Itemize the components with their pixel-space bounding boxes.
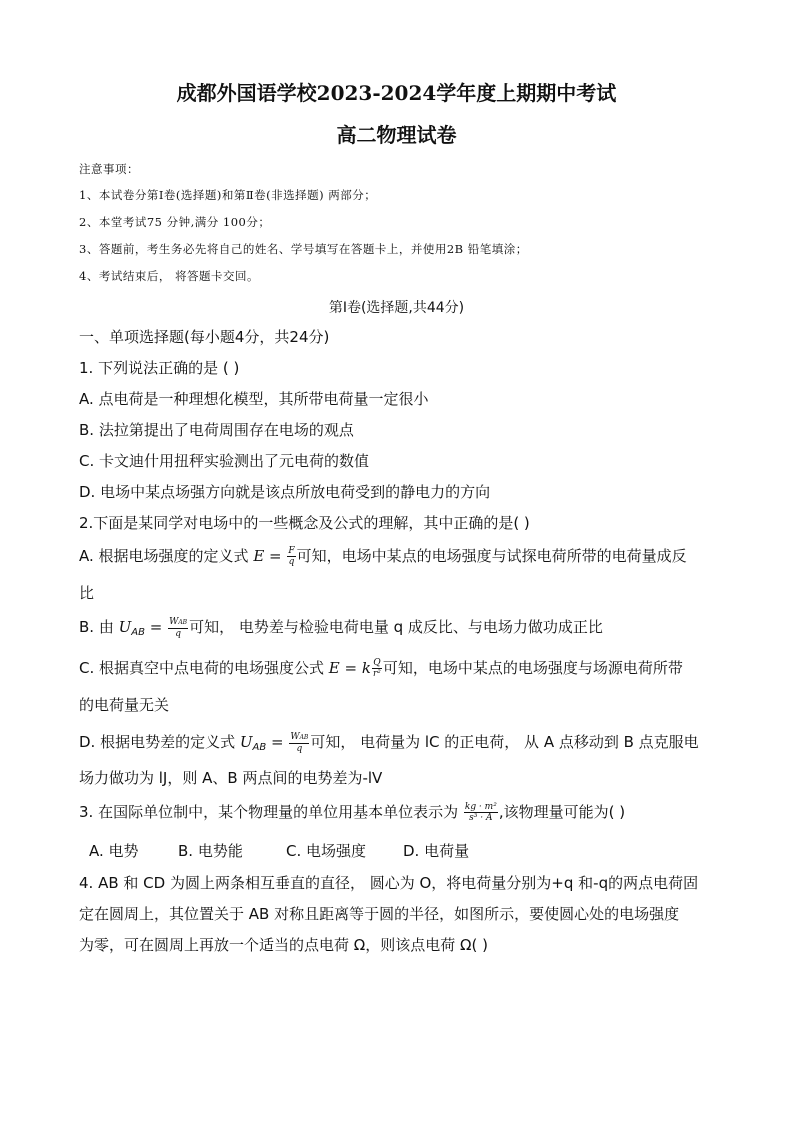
- q1-option-c: C. 卡文迪什用扭秤实验测出了元电荷的数值: [79, 452, 370, 470]
- q2-option-a: [79, 545, 687, 567]
- q3-option-d: D. 电荷量: [403, 842, 470, 860]
- q2-c-numerator: Q: [373, 658, 381, 668]
- q2-option-b: [79, 616, 603, 639]
- q2-b-fraction: [168, 617, 188, 639]
- q3-option-a: A. 电势: [89, 842, 139, 860]
- q2-d-numerator-sub: AB: [299, 733, 309, 741]
- q2-a-formula: E =: [253, 547, 287, 565]
- q2-d-subscript: AB: [252, 742, 267, 753]
- q2-c-suffix: 可知，电场中某点的电场强度与场源电荷所带: [382, 659, 683, 677]
- q2-c-formula: E = k: [328, 659, 371, 677]
- q4-line-2: 定在圆周上，其位置关于 AB 对称且距离等于圆的半径，如图所示，要使圆心处的电场强度: [79, 905, 680, 923]
- q3-unit-fraction: [464, 802, 498, 823]
- q4-line-3: 为零，可在圆周上再放一个适当的点电荷 Ω，则该点电荷 Ω( ): [79, 936, 488, 954]
- q2-d-numerator: W: [290, 731, 300, 742]
- q1-option-a: A. 点电荷是一种理想化模型，其所带电荷量一定很小: [79, 390, 429, 408]
- q2-a-numerator: F: [288, 546, 295, 556]
- q2-a-prefix: A. 根据电场强度的定义式: [79, 547, 254, 565]
- q2-b-formula: U: [118, 618, 132, 636]
- q2-option-a-cont: 比: [79, 584, 95, 602]
- section-title: 第Ⅰ卷(选择题,共44分): [328, 300, 465, 316]
- exam-subtitle: 高二物理试卷: [336, 123, 457, 147]
- q2-a-denominator: q: [288, 557, 295, 567]
- q2-a-suffix: 可知，电场中某点的电场强度与试探电荷所带的电荷量成反: [296, 547, 687, 565]
- q3-stem-suffix: ,该物理量可能为( ): [498, 803, 626, 821]
- exam-title: 成都外国语学校2023-2024学年度上期期中考试: [176, 81, 617, 105]
- q3-option-b: B. 电势能: [178, 842, 243, 860]
- q1-option-b: B. 法拉第提出了电荷周围存在电场的观点: [79, 421, 354, 439]
- q2-option-d: [79, 731, 699, 754]
- q2-b-suffix: 可知， 电势差与检验电荷电量 q 成反比、与电场力做功成正比: [189, 618, 603, 636]
- q2-option-c-cont: 的电荷量无关: [79, 696, 170, 714]
- q2-option-c: [79, 657, 683, 679]
- q2-c-prefix: C. 根据真空中点电荷的电场强度公式: [79, 659, 329, 677]
- q2-b-denominator: q: [175, 628, 181, 639]
- q2-b-equals: =: [144, 618, 168, 636]
- note-item-2: 2、本堂考试75 分钟,满分 100分；: [79, 215, 271, 229]
- q2-b-numerator-sub: AB: [178, 618, 188, 626]
- q4-line-1: 4. AB 和 CD 为圆上两条相互垂直的直径， 圆心为 O，将电荷量分别为+q 和-q的两点电荷固: [79, 874, 699, 892]
- note-item-1: 1、本试卷分第Ⅰ卷(选择题)和第Ⅱ卷(非选择题) 两部分；: [79, 188, 377, 202]
- q2-d-denominator: q: [296, 743, 303, 754]
- part1-heading: 一、单项选择题(每小题4分，共24分): [79, 328, 330, 346]
- note-item-4: 4、考试结束后， 将答题卡交回。: [79, 269, 259, 283]
- q2-stem: 2.下面是某同学对电场中的一些概念及公式的理解，其中正确的是( ): [79, 514, 530, 532]
- q2-b-numerator: W: [169, 616, 179, 627]
- q2-c-denominator: r²: [372, 669, 381, 679]
- q1-stem: 1. 下列说法正确的是 ( ): [79, 359, 240, 377]
- q3-stem-prefix: 3. 在国际单位制中，某个物理量的单位用基本单位表示为: [79, 803, 463, 821]
- q2-c-fraction: [372, 658, 382, 679]
- note-item-3: 3、答题前，考生务必先将自己的姓名、学号填写在答题卡上，并使用2B 铅笔填涂；: [79, 242, 528, 256]
- q2-d-prefix: D. 根据电势差的定义式: [79, 733, 240, 751]
- q2-option-d-cont: 场力做功为 lJ，则 A、B 两点间的电势差为-lV: [79, 769, 383, 787]
- q2-d-equals: =: [266, 733, 289, 751]
- q2-b-prefix: B. 由: [79, 618, 119, 636]
- notes-heading: 注意事项：: [79, 162, 139, 176]
- q1-option-d: D. 电场中某点场强方向就是该点所放电荷受到的静电力的方向: [79, 483, 491, 501]
- q3-unit-numerator: kg · m²: [464, 802, 497, 812]
- q2-a-fraction: [287, 546, 295, 567]
- q3-options: [89, 840, 469, 861]
- q3-stem: [79, 801, 625, 823]
- q2-b-subscript: AB: [131, 627, 145, 638]
- q2-d-formula: U: [239, 733, 253, 751]
- q3-unit-denominator: s³ · A: [469, 813, 493, 823]
- q2-d-fraction: [289, 732, 309, 754]
- q3-option-c: C. 电场强度: [286, 842, 367, 860]
- q2-d-suffix: 可知， 电荷量为 lC 的正电荷， 从 A 点移动到 B 点克服电: [310, 733, 699, 751]
